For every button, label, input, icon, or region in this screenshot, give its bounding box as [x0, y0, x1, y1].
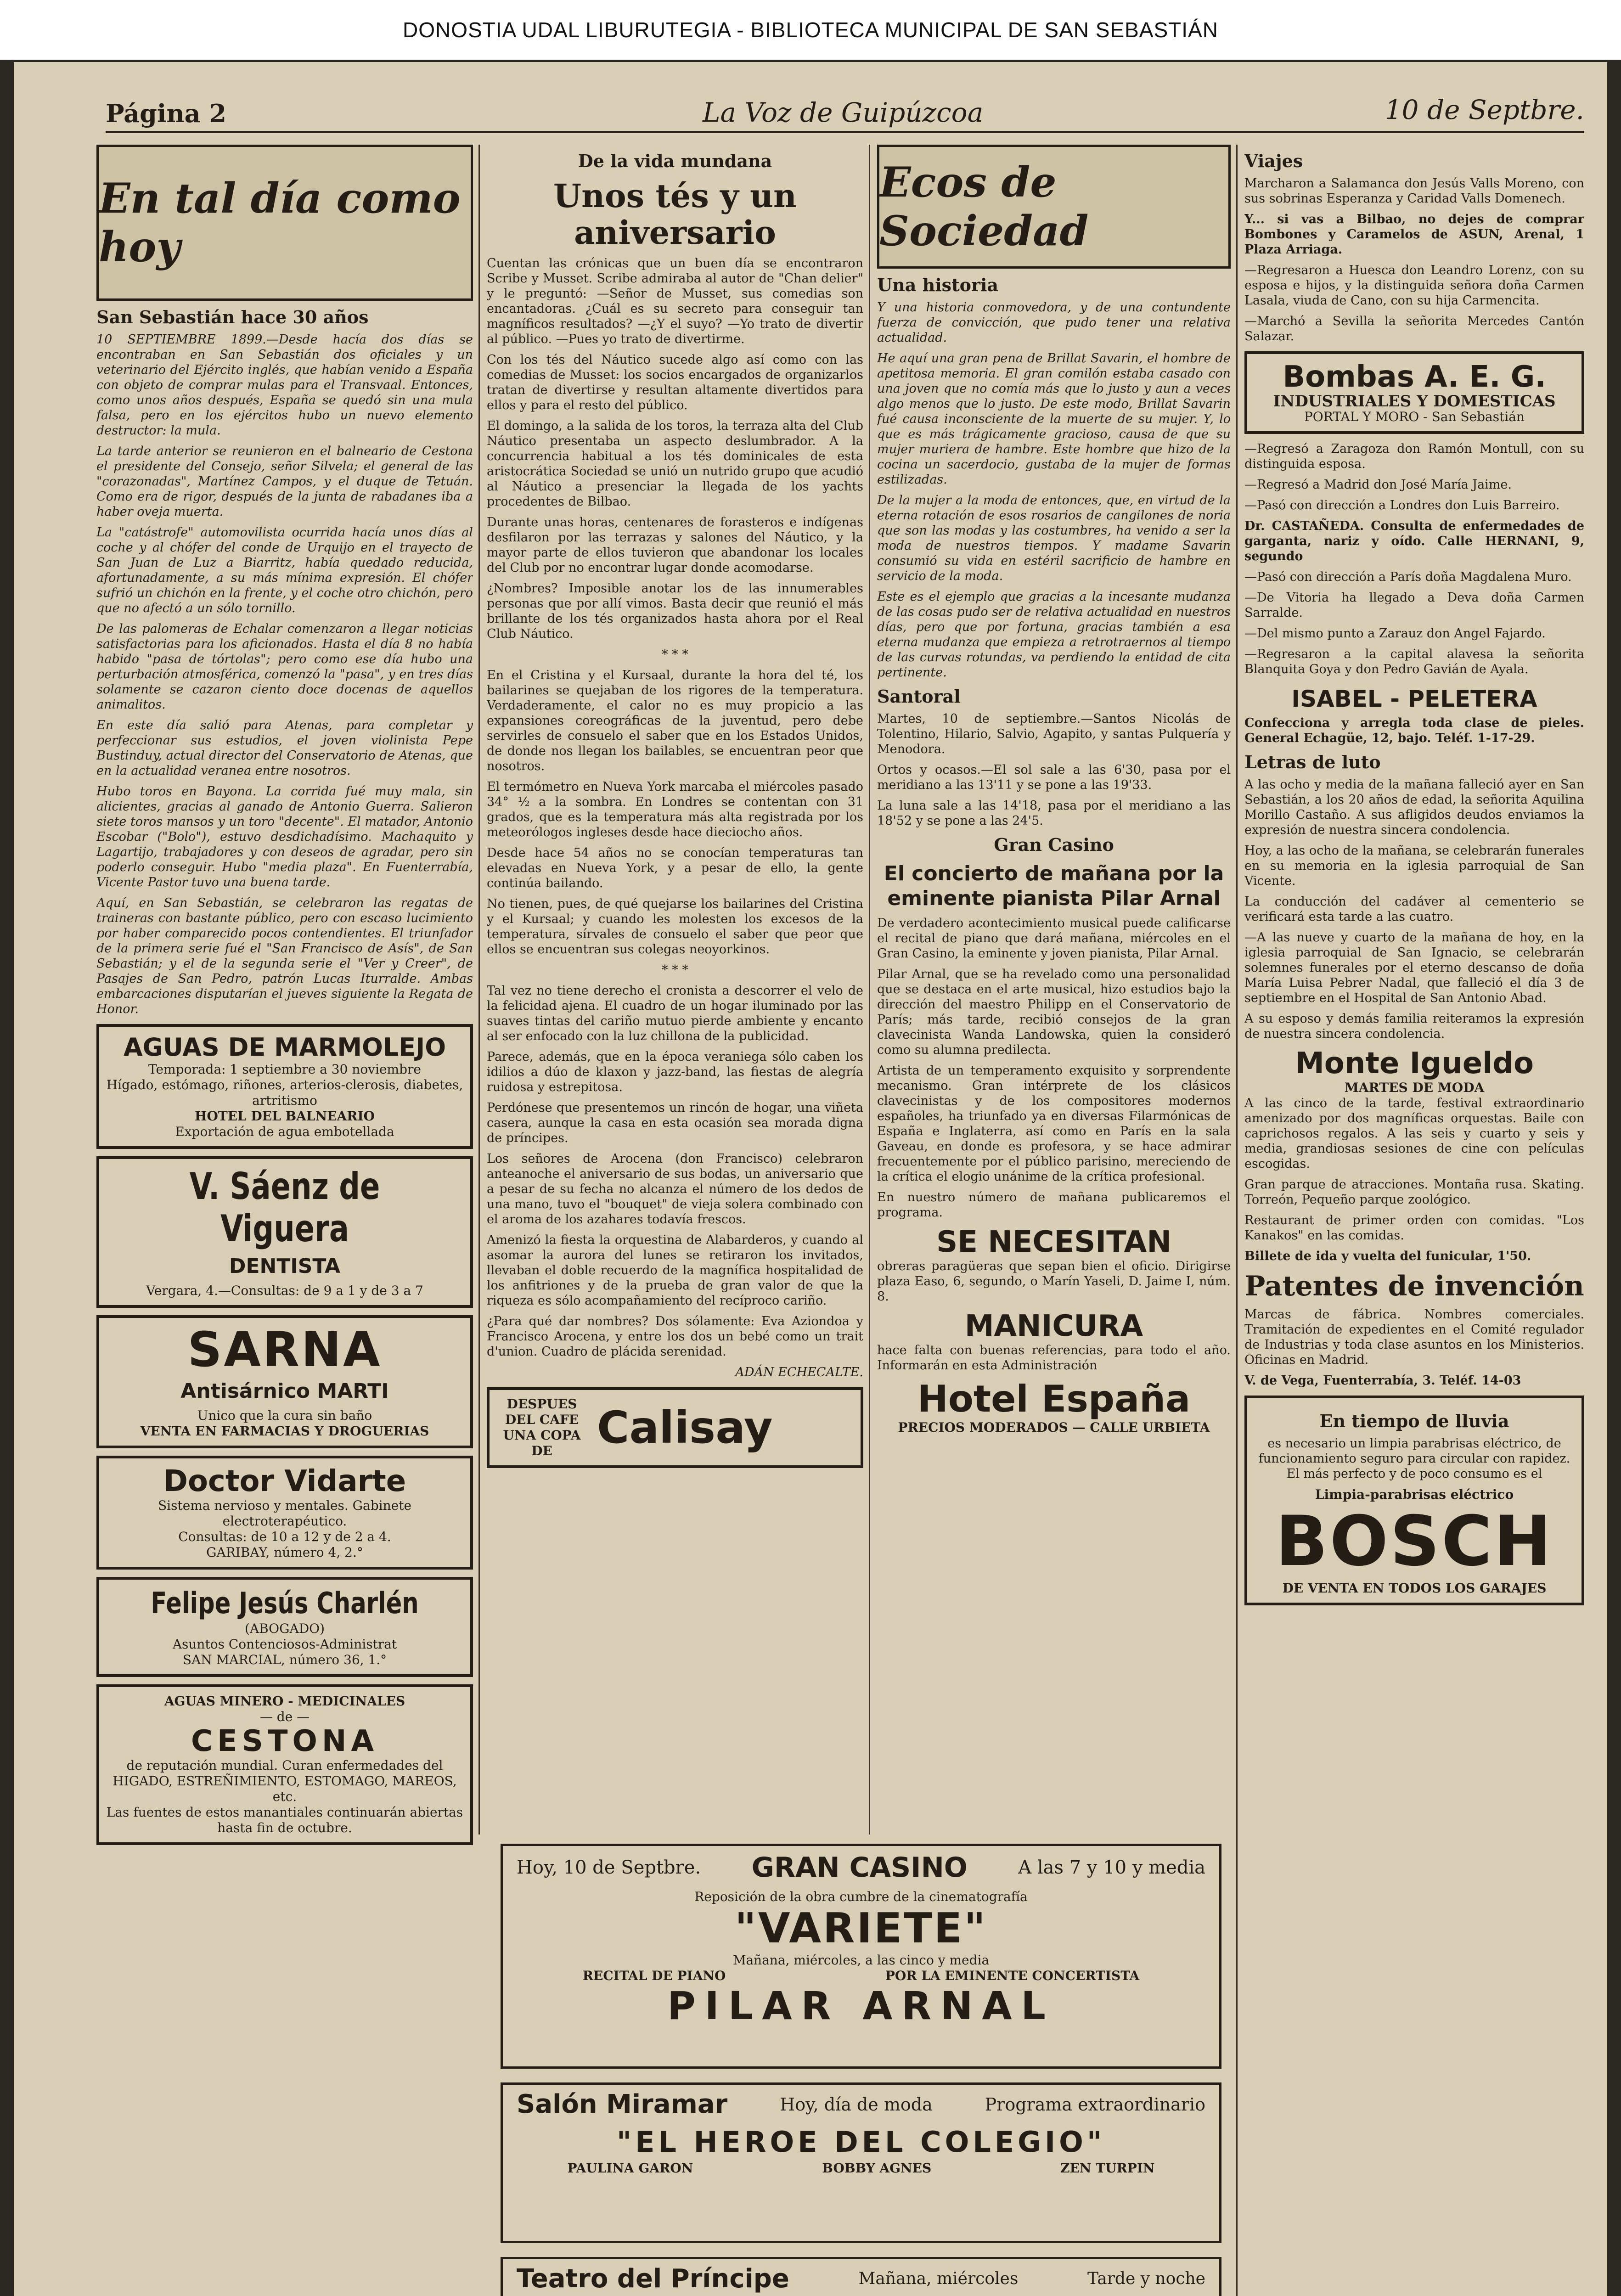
column-rule-3 — [1236, 145, 1238, 2296]
miramar-line: Hoy, día de moda — [780, 2094, 933, 2115]
paragraph: De verdadero acontecimiento musical puede calificarse el recital de piano que dará mañana, miércoles en el Gran Casino, la eminente y joven pianista, Pilar Arnal. — [877, 916, 1231, 961]
ad-title: ISABEL - PELETERA — [1291, 686, 1537, 712]
ad-line: de reputación mundial. Curan enfermedades del HIGADO, ESTREÑIMIENTO, ESTOMAGO, MAREOS, etc. — [113, 1758, 457, 1804]
teatro-name: Teatro del Príncipe — [517, 2264, 789, 2294]
ad-line: Asuntos Contenciosos-Administrat — [172, 1637, 397, 1652]
signature: ADÁN ECHECALTE. — [735, 1365, 863, 1379]
paragraph: Martes, 10 de septiembre.—Santos Nicolás de Tolentino, Hilario, Salvio, Agapito, y santas Pulquería y Menodora. — [877, 712, 1231, 756]
ad-line: DESPUES DEL CAFE UNA COPA DE — [503, 1396, 581, 1458]
ad-line: DE VENTA EN TODOS LOS GARAJES — [1282, 1581, 1547, 1596]
teatro-line: Mañana, miércoles — [858, 2269, 1019, 2288]
ad-marmolejo — [96, 1024, 473, 1149]
paragraph: Ortos y ocasos.—El sol sale a las 6'30, pasa por el meridiano a las 13'11 y se pone a las 19'33. — [877, 763, 1231, 792]
paragraph: La conducción del cadáver al cementerio se verificará esta tarde a las cuatro. — [1244, 895, 1584, 924]
ad-calisay — [487, 1387, 863, 1468]
ad-line: PORTAL Y MORO - San Sebastián — [1304, 409, 1525, 424]
ad-title: Felipe Jesús Charlén — [151, 1587, 419, 1621]
article-title: El concierto de mañana por la eminente pianista Pilar Arnal — [884, 862, 1224, 910]
ad-title: SE NECESITAN — [936, 1225, 1171, 1259]
ad-line: A las cinco de la tarde, festival extraordinario amenizado por dos magníficas orquestas. Baile con caprichosos regalos. A las seis y cuarto y seis y media, grandiosas sesiones de cine con películas escogidas. — [1244, 1096, 1584, 1171]
paragraph: —Del mismo punto a Zarauz don Angel Fajardo. — [1244, 626, 1546, 641]
paragraph: Y... si vas a Bilbao, no dejes de comprar Bombones y Caramelos de ASUN, Arenal, 1 Plaza Arriaga. — [1244, 212, 1584, 257]
library-banner: DONOSTIA UDAL LIBURUTEGIA - BIBLIOTECA MUNICIPAL DE SAN SEBASTIÁN — [0, 0, 1621, 60]
paragraph: —Marchó a Sevilla la señorita Mercedes Cantón Salazar. — [1244, 314, 1584, 343]
ad-se-necesitan — [877, 1226, 1231, 1304]
ad-line: Consultas: de 10 a 12 y de 2 a 4. — [178, 1529, 391, 1544]
casino-times: A las 7 y 10 y media — [1018, 1857, 1205, 1878]
casino-line: RECITAL DE PIANO — [582, 1968, 726, 1983]
paragraph: Los señores de Arocena (don Francisco) celebraron anteanoche el aniversario de sus bodas, un aniversario que a pesar de su fecha no alcanza el número de los dedos de una mano, tuvo el "bouquet" de vieja solera combinado con el aroma de los azahares todavía frescos. — [487, 1152, 863, 1227]
ad-line: INDUSTRIALES Y DOMESTICAS — [1273, 392, 1556, 411]
ad-line: Las fuentes de estos manantiales continuarán abiertas hasta fin de octubre. — [106, 1805, 463, 1835]
ad-line: Hígado, estómago, riñones, arterios-clerosis, diabetes, artritismo — [106, 1077, 463, 1108]
casino-line: Reposición de la obra cumbre de la cinematografía — [694, 1889, 1028, 1904]
paragraph: Cuentan las crónicas que un buen día se encontraron Scribe y Musset. Scribe admiraba al autor de "Chan delier" y le preguntó: —Señor de Musset, sus comedias son encantadoras. ¿Cuál es su secreto para conseguir tan magníficos resultados? —¿Y el suyo? —Yo trato de divertir al público. —Pues yo trato de divertirme. — [487, 256, 863, 346]
column-rule-2 — [869, 145, 870, 1835]
casino-line: POR LA EMINENTE CONCERTISTA — [885, 1968, 1140, 1983]
section-heading: Gran Casino — [994, 834, 1114, 855]
ad-title: Monte Igueldo — [1295, 1047, 1534, 1080]
paragraph: De las palomeras de Echalar comenzaron a llegar noticias satisfactorias para los aficionados. Hasta el día 8 no había habido "pasa de tórtolas"; pero como ese día hubo una perturbación atmosférica, comenzó la "pasa", y en tres días solamente se cazaron ciento doce docenas de aquellos animalitos. — [96, 622, 473, 712]
miramar-cast: BOBBY AGNES — [822, 2161, 932, 2176]
paragraph: —Regresaron a Huesca don Leandro Lorenz, con su esposa e hijos, y la distinguida señora doña Carmen Lasala, viuda de Cano, con su hija Carmencita. — [1244, 263, 1584, 308]
section-heading: Santoral — [877, 686, 961, 707]
paragraph: Hoy, a las ocho de la mañana, se celebrarán funerales en su memoria en la iglesia parroquial de San Vicente. — [1244, 844, 1584, 888]
paragraph: Y una historia conmovedora, y de una contundente fuerza de convicción, que pudo tener una relativa actualidad. — [877, 300, 1231, 345]
casino-date: Hoy, 10 de Septbre. — [517, 1857, 701, 1878]
paragraph: En nuestro número de mañana publicaremos el programa. — [877, 1190, 1231, 1220]
ad-title: CESTONA — [191, 1724, 378, 1758]
casino-artist: PILAR ARNAL — [667, 1983, 1055, 2028]
paragraph: Durante unas horas, centenares de forasteros e indígenas desfilaron por las terrazas y salones del Náutico, y la mayor parte de ellos tuvieron que abandonar los locales del Club por no encontrar lugar donde acomodarse. — [487, 515, 863, 575]
paragraph: —Regresaron a la capital alavesa la señorita Blanquita Goya y don Pedro Gavián de Ayala. — [1244, 647, 1584, 676]
en-tal-dia-logo: En tal día como hoy — [96, 145, 473, 301]
ad-line: AGUAS MINERO - MEDICINALES — [164, 1694, 405, 1709]
ad-line: VENTA EN FARMACIAS Y DROGUERIAS — [140, 1424, 429, 1439]
ad-title: Calisay — [597, 1402, 773, 1453]
ad-subtitle: DENTISTA — [229, 1255, 341, 1278]
paragraph: En el Cristina y el Kursaal, durante la hora del té, los bailarines se quejaban de los rigores de la temperatura. Verdaderamente, el calor no es muy propicio a las expansiones coreográficas de la juventud, pero debe servirles de consuelo el saber que en los Estados Unidos, de donde nos llegan los bailables, se encuentran peor que nosotros. — [487, 668, 863, 773]
paragraph: A su esposo y demás familia reiteramos la expresión de nuestra sincera condolencia. — [1244, 1012, 1584, 1041]
paragraph: En este día salió para Atenas, para completar y perfeccionar sus estudios, el joven violinista Pepe Bustinduy, actual director del Conservatorio de Atenas, que en la actualidad veranea entre nosotros. — [96, 718, 473, 778]
paragraph: No tienen, pues, de qué quejarse los bailarines del Cristina y el Kursaal; y cuando les molesten los excesos de la temperatura, sírvales de consuelo el saber que peor que ellos se encuentran sus colegas neoyorkinos. — [487, 897, 863, 957]
ad-teatro-principe — [501, 2257, 1221, 2296]
paragraph: Este es el ejemplo que gracias a la incesante mudanza de las cosas pudo ser de relativa actualidad en nuestros días, pero que por fortuna, gracias también a esa eterna mudanza que empieza a retrotraernos al tiempo de las curvas rotundas, va perdiendo la entidad de cita pertinente. — [877, 590, 1231, 680]
ad-title: Hotel España — [917, 1378, 1191, 1420]
ad-line: Exportación de agua embotellada — [175, 1124, 394, 1139]
separator: * * * — [662, 963, 688, 977]
ad-line: — de — — [259, 1709, 310, 1724]
ad-salon-miramar — [501, 2082, 1221, 2243]
ad-line: PRECIOS MODERADOS — CALLE URBIETA — [898, 1420, 1210, 1435]
ad-title: Bombas A. E. G. — [1283, 360, 1546, 394]
ad-line: Limpia-parabrisas eléctrico — [1315, 1487, 1514, 1502]
paragraph: La "catástrofe" automovilista ocurrida hacía unos días al coche y al chófer del conde de Urquijo en el trayecto de San Juan de Luz a Biarritz, había quedado reducida, afortunadamente, a su más mínima expresión. El chófer sufrió un chichón en la frente, y el coche otro chichón, pero que no afectó a un sólo tornillo. — [96, 525, 473, 615]
ad-line: Restaurant de primer orden con comidas. "Los Kanakos" en las comidas. — [1244, 1213, 1584, 1243]
ad-hotel-espana — [877, 1379, 1231, 1435]
section-heading: Viajes — [1244, 151, 1303, 171]
paragraph: —Regresó a Madrid don José María Jaime. — [1244, 478, 1512, 492]
miramar-name: Salón Miramar — [517, 2089, 728, 2119]
ad-line: es necesario un limpia parabrisas eléctrico, de funcionamiento seguro para circular con rapidez. El más perfecto y de poco consumo es el — [1258, 1436, 1570, 1481]
article-title: Unos tés y un aniversario — [553, 177, 797, 252]
page-header — [106, 80, 1584, 131]
miramar-cast: PAULINA GARON — [567, 2161, 693, 2176]
casino-film: "VARIETE" — [734, 1904, 988, 1953]
ad-line: Gran parque de atracciones. Montaña rusa. Skating. Torreón, Pequeño parque zoológico. — [1244, 1177, 1584, 1207]
paragraph: Hubo toros en Bayona. La corrida fué muy mala, sin alicientes, gracias al ganado de Antonio Guerra. Salieron siete toros mansos y un toro "decente". El matador, Antonio Escobar ("Bolo"), estuvo desdichadísimo. Machaquito y Lagartijo, trabajadores y con deseos de agradar, pero sin poderlo conseguir. Hubo "media plaza". En Fuenterrabía, Vicente Pastor tuvo una buena tarde. — [96, 784, 473, 889]
ad-doctor-vidarte — [96, 1456, 473, 1570]
paragraph: —De Vitoria ha llegado a Deva doña Carmen Sarralde. — [1244, 591, 1584, 620]
ad-line: hace falta con buenas referencias, para todo el año. Informarán en esta Administración — [877, 1343, 1231, 1373]
paragraph: El domingo, a la salida de los toros, la terraza alta del Club Náutico presentaba un aspecto deslumbrador. A la concurrencia habitual a los tés dominicales de esta aristocrática Sociedad se unió un nutrido grupo que acudió al Náutico a presenciar la llegada de los yachts procedentes de Bilbao. — [487, 419, 863, 509]
newspaper-page — [14, 62, 1607, 2296]
ad-title: MANICURA — [964, 1309, 1143, 1343]
ad-title: Doctor Vidarte — [163, 1464, 406, 1498]
ad-cestona — [96, 1684, 473, 1845]
paragraph: A las ocho y media de la mañana falleció ayer en San Sebastián, a los 20 años de edad, la señorita Aquilina Morillo Castaño. A sus afligidos deudos enviamos la expresión de nuestra sincera condolencia. — [1244, 777, 1584, 837]
paragraph: Desde hace 54 años no se conocían temperaturas tan elevadas en Nueva York, y a pesar de ello, la gente continúa bailando. — [487, 846, 863, 890]
paragraph: ¿Para qué dar nombres? Dos sólamente: Eva Aziondoa y Francisco Arocena, y entre los dos un bebé como un trait d'union. Cuadro de plácida serenidad. — [487, 1314, 863, 1359]
paragraph: De la mujer a la moda de entonces, que, en virtud de la eterna rotación de esos rosarios de cangilones de noria que son las modas y las costumbres, ha venido a ser la moda de nuestros tiempos. Y madame Savarin consumió su vida en estéril sacrificio de hambre en servicio de la moda. — [877, 493, 1231, 583]
article-kicker: De la vida mundana — [578, 151, 772, 171]
ad-sarna — [96, 1315, 473, 1448]
paragraph: Pilar Arnal, que se ha revelado como una personalidad que se destaca en el arte musical, hizo estudios bajo la dirección del maestro Philipp en el Conservatorio de París; más tarde, recibió consejos de la gran clavecinista Wanda Landowska, quien la consideró como su alumna predilecta. — [877, 967, 1231, 1057]
column-viajes — [1244, 145, 1584, 2296]
miramar-line: Programa extraordinario — [985, 2094, 1205, 2115]
ad-title: V. Sáenz de Viguera — [189, 1165, 380, 1250]
column-vida-mundana — [487, 145, 863, 1821]
ad-line: V. de Vega, Fuenterrabía, 3. Teléf. 14-03 — [1244, 1373, 1521, 1388]
issue-date: 10 de Septbre. — [1385, 94, 1584, 125]
ad-abogado — [96, 1577, 473, 1677]
header-rule — [106, 131, 1584, 133]
paragraph: Tal vez no tiene derecho el cronista a descorrer el velo de la felicidad ajena. El cuadro de un hogar iluminado por las suaves tintas del cariño mutuo pierde ambiente y encanto al ser enfocado con la luz chillona de la publicidad. — [487, 984, 863, 1043]
ad-castaneda: Dr. CASTAÑEDA. Consulta de enfermedades de garganta, nariz y oído. Calle HERNANI, 9, segundo — [1244, 519, 1584, 563]
separator: * * * — [662, 647, 688, 662]
ad-manicura — [877, 1310, 1231, 1373]
section-heading: Una historia — [877, 275, 999, 295]
ad-line: Confecciona y arregla toda clase de pieles. General Echagüe, 12, bajo. Teléf. 1-17-29. — [1244, 716, 1584, 745]
ad-line: obreras paragüeras que sepan bien el oficio. Dirigirse plaza Easo, 6, segundo, o Marín Yaseli, D. Jaime I, núm. 8. — [877, 1259, 1231, 1304]
column-ecos-sociedad — [877, 145, 1231, 1821]
ad-line: Vergara, 4.—Consultas: de 9 a 1 y de 3 a 7 — [146, 1283, 423, 1298]
paragraph: ¿Nombres? Imposible anotar los de las innumerables personas que por allí vimos. Basta decir que reunió el más brillante de los tés organizados hasta ahora por el Real Club Náutico. — [487, 581, 863, 641]
newspaper-name: La Voz de Guipúzcoa — [703, 97, 984, 128]
ad-title: AGUAS DE MARMOLEJO — [123, 1033, 446, 1062]
ad-title: Patentes de invención — [1244, 1270, 1584, 1302]
paragraph: Con los tés del Náutico sucede algo así como con las comedias de Musset: los socios encargados de organizarlos tratan de divertirse y resultan altamente divertidos para ellos y para el resto del público. — [487, 353, 863, 412]
miramar-cast: ZEN TURPIN — [1060, 2161, 1155, 2176]
casino-line: Mañana, miércoles, a las cinco y media — [732, 1953, 990, 1968]
ad-line: HOTEL DEL BALNEARIO — [194, 1109, 375, 1124]
paragraph: Artista de un temperamento exquisito y sorprendente mecanismo. Gran intérprete de los clásicos clavecinistas y de los compositores modernos españoles, ha triunfado ya en diversas Filarmónicas de España e Inglaterra, así como en París en la sala Gaveau, en donde es profesora, y se hace admirar frecuentemente por el público parisino, mereciendo de la crítica el elogio unánime de la crítica profesional. — [877, 1064, 1231, 1184]
ad-title: En tiempo de lluvia — [1319, 1411, 1509, 1431]
ad-gran-casino — [501, 1844, 1221, 2069]
paragraph: Aquí, en San Sebastián, se celebraron las regatas de traineras con bastante público, pero con escaso lucimiento por haber comparecido pocos contendientes. El triunfador de la primera serie fué el "San Francisco de Asís", de San Sebastián; y el de la segunda serie el "Ver y Creer", de Pasajes de San Pedro, patrón Lucas Iturralde. Ambas embarcaciones disputarían el jueves siguiente la Regata de Honor. — [96, 896, 473, 1016]
ad-brand: BOSCH — [1275, 1502, 1553, 1581]
ad-line: Sistema nervioso y mentales. Gabinete electroterapéutico. — [158, 1498, 412, 1529]
ad-line: Temporada: 1 septiembre a 30 noviembre — [148, 1062, 421, 1077]
paragraph: He aquí una gran pena de Brillat Savarin, el hombre de apetitosa memoria. El gran comilón estaba casado con una joven que no comía más que lo justo y aun a veces algo menos que lo justo. De este modo, Brillat Savarin fué causa inconsciente de la muerte de su mujer. Y, lo que es más trágicamente gracioso, causa de que su mujer muriera de hambre. Este hombre que hizo de la cocina un sacerdocio, gustaba de la mujer de formas estilizadas. — [877, 351, 1231, 487]
ad-subtitle: (ABOGADO) — [244, 1621, 325, 1636]
ad-line: SAN MARCIAL, número 36, 1.° — [182, 1652, 387, 1667]
casino-name: GRAN CASINO — [751, 1851, 968, 1884]
ad-line: Unico que la cura sin baño — [197, 1408, 372, 1423]
paragraph: Parece, además, que en la época veraniega sólo caben los idilios a dúo de klaxon y jazz-band, las fiestas de alegría ruidosa y estrepitosa. — [487, 1050, 863, 1094]
paragraph: —Pasó con dirección a París doña Magdalena Muro. — [1244, 570, 1572, 584]
miramar-film: "EL HEROE DEL COLEGIO" — [616, 2125, 1106, 2159]
paragraph: Marcharon a Salamanca don Jesús Valls Moreno, con sus sobrinas Esperanza y Caridad Valls Domenech. — [1244, 176, 1584, 206]
page-number: Página 2 — [106, 99, 227, 128]
paragraph: La tarde anterior se reunieron en el balneario de Cestona el presidente del Consejo, señor Silvela; el general de las "corazonadas", Martínez Campos, y el duque de Tetuán. Como era de rigor, después de la junta de rabadanes iba a haber oveja muerta. — [96, 444, 473, 519]
section-heading: Letras de luto — [1244, 752, 1381, 772]
ad-dentista — [96, 1156, 473, 1308]
paragraph: Perdónese que presentemos un rincón de hogar, una viñeta casera, aunque la casa en esta ocasión sea morada digna de príncipes. — [487, 1101, 863, 1145]
paragraph: El termómetro en Nueva York marcaba el miércoles pasado 34° ½ a la sombra. En Londres se contentan con 31 grados, que es la temperatura más alta registrada por los meteorólogos ingleses desde hace dieciocho años. — [487, 780, 863, 839]
paragraph: —A las nueve y cuarto de la mañana de hoy, en la iglesia parroquial de San Ignacio, se celebrarán solemnes funerales por el eterno descanso de doña María Luisa Pebrer Nadal, que falleció el día 3 de septiembre en el Hospital de San Antonio Abad. — [1244, 930, 1584, 1005]
ad-line: Marcas de fábrica. Nombres comerciales. Tramitación de expedientes en el Comité regulador de Industrias y toda clase asuntos en los Ministerios. Oficinas en Madrid. — [1244, 1307, 1584, 1367]
paragraph: Amenizó la fiesta la orquestina de Alabarderos, y cuando al asomar la aurora del lunes se retiraron los invitados, llevaban el doble recuerdo de la magnífica hospitalidad de los anfitriones y de la prueba de gran valor de que la riqueza es sólo acompañamiento del recíproco cariño. — [487, 1233, 863, 1308]
ad-bombas-aeg — [1244, 351, 1584, 434]
ad-line: Billete de ida y vuelta del funicular, 1'50. — [1244, 1249, 1531, 1263]
paragraph: —Regresó a Zaragoza don Ramón Montull, con su distinguida esposa. — [1244, 442, 1584, 471]
ad-title: SARNA — [187, 1322, 382, 1378]
ad-subtitle: Antisárnico MARTI — [180, 1379, 389, 1403]
ad-isabel-peletera — [1244, 682, 1584, 746]
article-title: San Sebastián hace 30 años — [96, 307, 369, 327]
teatro-line: Tarde y noche — [1087, 2269, 1205, 2288]
paragraph: 10 SEPTIEMBRE 1899.—Desde hacía dos días se encontraban en San Sebastián dos oficiales y un veterinario del Ejército inglés, que habían venido a España con objeto de comprar mulas para el Transvaal. Entonces, como unos años después, España se quedó sin una mula falsa, pero en los ejércitos hubo un nuevo elemento destructor: la mula. — [96, 332, 473, 438]
ad-monte-igueldo — [1244, 1047, 1584, 1264]
paragraph: —Pasó con dirección a Londres don Luis Barreiro. — [1244, 498, 1560, 512]
ad-patentes — [1244, 1270, 1584, 1388]
ad-bosch — [1244, 1396, 1584, 1605]
ecos-sociedad-logo: Ecos de Sociedad — [877, 145, 1231, 269]
paragraph: La luna sale a las 14'18, pasa por el meridiano a las 18'52 y se pone a las 24'5. — [877, 799, 1231, 828]
column-en-tal-dia — [96, 145, 473, 2296]
column-rule-1 — [478, 145, 480, 1835]
ad-subtitle: MARTES DE MODA — [1344, 1080, 1485, 1095]
ad-line: GARIBAY, número 4, 2.° — [206, 1545, 363, 1560]
